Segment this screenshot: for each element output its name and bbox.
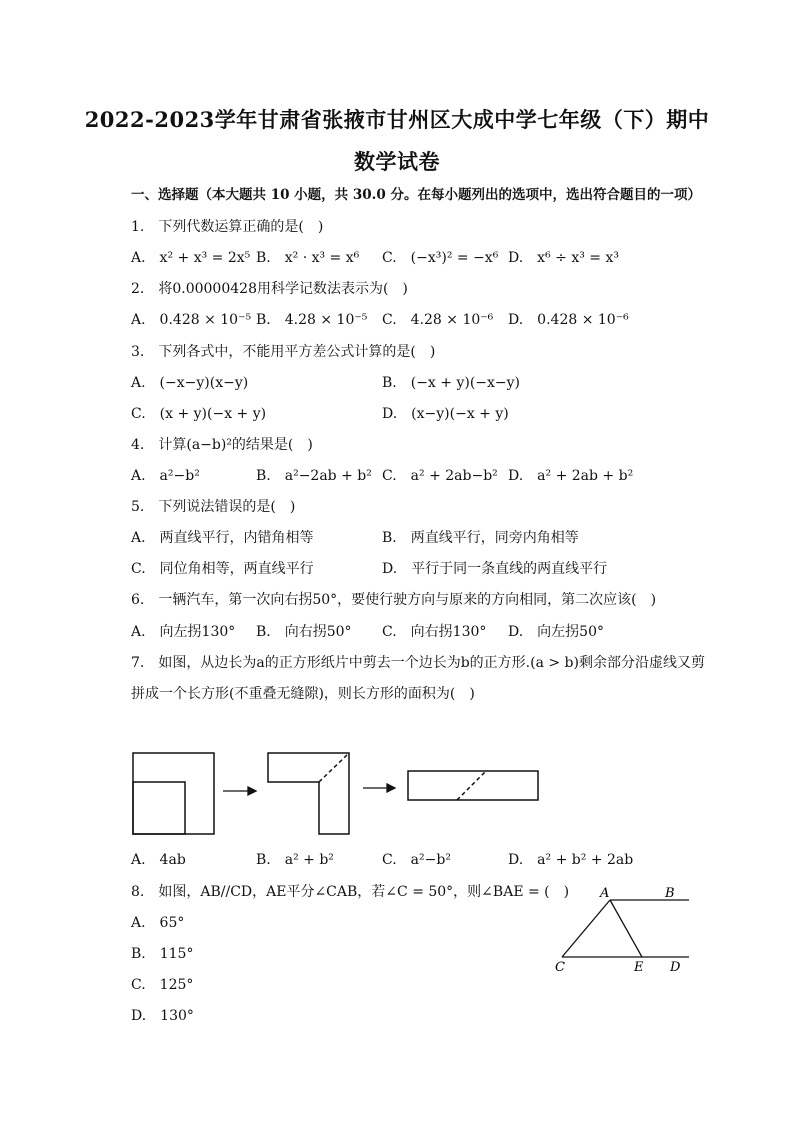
q8-option-b: B. 115° — [131, 946, 194, 962]
label-c: C — [555, 960, 565, 975]
q5-option-a: A. 两直线平行，内错角相等 — [131, 530, 314, 546]
q5-option-b: B. 两直线平行，同旁内角相等 — [382, 530, 579, 546]
q4-option-c: C. a² + 2ab−b² — [382, 468, 498, 484]
q2-stem: 2. 将0.00000428用科学记数法表示为( ) — [131, 281, 408, 297]
q3-option-a: A. (−x−y)(x−y) — [131, 375, 249, 391]
arrow-icon — [363, 784, 395, 792]
q1-option-c: C. (−x³)² = −x⁶ — [382, 250, 499, 266]
q7-figure — [130, 750, 550, 840]
q2-option-b: B. 4.28 × 10⁻⁵ — [256, 312, 368, 328]
label-e: E — [634, 960, 644, 975]
q4-option-b: B. a²−2ab + b² — [256, 468, 372, 484]
l-shape — [268, 753, 349, 834]
q8-figure — [548, 880, 698, 980]
q1-option-d: D. x⁶ ÷ x³ = x³ — [508, 250, 619, 266]
q5-option-d: D. 平行于同一条直线的两直线平行 — [382, 561, 608, 577]
q7-option-a: A. 4ab — [131, 852, 186, 868]
q8-option-a: A. 65° — [131, 915, 185, 931]
label-d: D — [670, 960, 681, 975]
q1-stem: 1. 下列代数运算正确的是( ) — [131, 219, 324, 235]
paper-title-line2: 数学试卷 — [354, 149, 440, 174]
paper-title-line1: 2022-2023学年甘肃省张掖市甘州区大成中学七年级（下）期中 — [84, 107, 710, 132]
q8-option-c: C. 125° — [131, 977, 194, 993]
label-a: A — [600, 886, 610, 901]
square-with-cutout — [133, 753, 214, 834]
q7-option-d: D. a² + b² + 2ab — [508, 852, 634, 868]
q3-stem: 3. 下列各式中，不能用平方差公式计算的是( ) — [131, 344, 436, 360]
q7-stem-line2: 拼成一个长方形(不重叠无缝隙)，则长方形的面积为( ) — [131, 686, 475, 702]
q3-option-b: B. (−x + y)(−x−y) — [382, 375, 521, 391]
section-heading: 一、选择题（本大题共 10 小题，共 30.0 分。在每小题列出的选项中，选出符合题目的一项） — [131, 187, 701, 203]
q6-option-d: D. 向左拐50° — [508, 624, 604, 640]
q1-option-a: A. x² + x³ = 2x⁵ — [131, 250, 251, 266]
result-rectangle — [408, 771, 538, 800]
q6-option-c: C. 向右拐130° — [382, 624, 487, 640]
label-b: B — [665, 886, 675, 901]
q1-option-b: B. x² · x³ = x⁶ — [256, 250, 360, 266]
q8-stem: 8. 如图，AB//CD，AE平分∠CAB，若∠C = 50°，则∠BAE = ( ) — [131, 884, 570, 900]
q8-option-d: D. 130° — [131, 1008, 194, 1024]
q4-option-a: A. a²−b² — [131, 468, 200, 484]
q7-stem-line1: 7. 如图，从边长为a的正方形纸片中剪去一个边长为b的正方形.(a > b)剩余部分沿虚线又剪 — [131, 655, 705, 671]
q2-option-d: D. 0.428 × 10⁻⁶ — [508, 312, 629, 328]
q7-option-c: C. a²−b² — [382, 852, 451, 868]
q3-option-d: D. (x−y)(−x + y) — [382, 406, 509, 422]
q4-stem: 4. 计算(a−b)²的结果是( ) — [131, 437, 313, 453]
arrow-icon — [223, 787, 256, 795]
q6-stem: 6. 一辆汽车，第一次向右拐50°，要使行驶方向与原来的方向相同，第二次应该( ) — [131, 592, 657, 608]
segment-ac — [562, 900, 610, 957]
q2-option-a: A. 0.428 × 10⁻⁵ — [131, 312, 252, 328]
q5-option-c: C. 同位角相等，两直线平行 — [131, 561, 314, 577]
q7-option-b: B. a² + b² — [256, 852, 334, 868]
q6-option-b: B. 向右拐50° — [256, 624, 352, 640]
q5-stem: 5. 下列说法错误的是( ) — [131, 499, 296, 515]
q4-option-d: D. a² + 2ab + b² — [508, 468, 634, 484]
q3-option-c: C. (x + y)(−x + y) — [131, 406, 267, 422]
q6-option-a: A. 向左拐130° — [131, 624, 236, 640]
q2-option-c: C. 4.28 × 10⁻⁶ — [382, 312, 494, 328]
segment-ae — [610, 900, 642, 957]
